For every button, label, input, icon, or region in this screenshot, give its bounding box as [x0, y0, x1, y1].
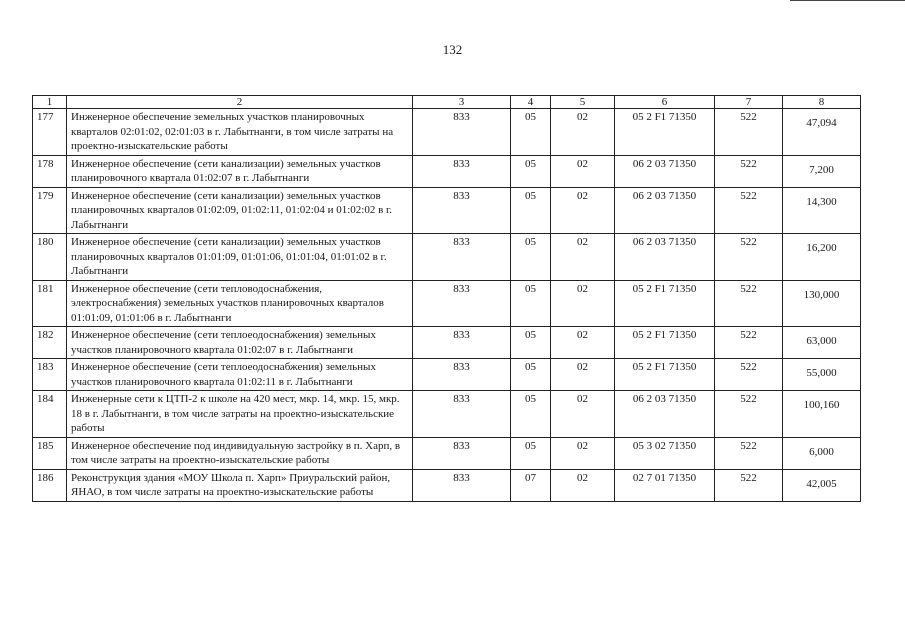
expense-type-cell: 522: [715, 327, 783, 359]
expense-type-cell: 522: [715, 280, 783, 327]
row-number-cell: 183: [33, 359, 67, 391]
section-cell: 05: [511, 234, 551, 281]
table-row: [33, 155, 861, 187]
column-header: 2: [67, 96, 413, 109]
item-name-cell: Инженерное обеспечение (сети канализации) земельных участков планировочных кварталов 01:02:09, 01:02:11, 01:02:04 и 01:02:02 в г. Лабытнанги: [67, 187, 413, 234]
row-number-cell: 179: [33, 187, 67, 234]
row-number-cell: 181: [33, 280, 67, 327]
section-cell: 05: [511, 109, 551, 156]
target-article-cell: 06 2 03 71350: [615, 234, 715, 281]
row-number-cell: 180: [33, 234, 67, 281]
column-header: 7: [715, 96, 783, 109]
target-article-cell: 05 2 F1 71350: [615, 109, 715, 156]
section-cell: 05: [511, 187, 551, 234]
subsection-cell: 02: [551, 327, 615, 359]
row-number-cell: 182: [33, 327, 67, 359]
column-header: 8: [783, 96, 861, 109]
subsection-cell: 02: [551, 280, 615, 327]
target-article-cell: 06 2 03 71350: [615, 187, 715, 234]
expense-type-cell: 522: [715, 234, 783, 281]
subsection-cell: 02: [551, 359, 615, 391]
row-number-cell: 177: [33, 109, 67, 156]
scan-edge-line: [790, 0, 905, 1]
target-article-cell: 05 2 F1 71350: [615, 359, 715, 391]
code-cell: 833: [413, 437, 511, 469]
target-article-cell: 05 3 02 71350: [615, 437, 715, 469]
column-header: 4: [511, 96, 551, 109]
target-article-cell: 02 7 01 71350: [615, 469, 715, 501]
expense-type-cell: 522: [715, 187, 783, 234]
subsection-cell: 02: [551, 234, 615, 281]
item-name-cell: Инженерное обеспечение (сети тепловодоснабжения, электроснабжения) земельных участков планировочных кварталов 01:01:09, 01:01:06 в г. Лабытнанги: [67, 280, 413, 327]
section-cell: 05: [511, 391, 551, 438]
amount-cell: 6,000: [783, 437, 861, 469]
code-cell: 833: [413, 359, 511, 391]
expense-type-cell: 522: [715, 391, 783, 438]
amount-cell: 7,200: [783, 155, 861, 187]
table-row: [33, 469, 861, 501]
amount-cell: 14,300: [783, 187, 861, 234]
subsection-cell: 02: [551, 155, 615, 187]
amount-cell: 130,000: [783, 280, 861, 327]
expense-type-cell: 522: [715, 155, 783, 187]
table-row: [33, 437, 861, 469]
subsection-cell: 02: [551, 469, 615, 501]
code-cell: 833: [413, 234, 511, 281]
item-name-cell: Инженерное обеспечение земельных участков планировочных кварталов 02:01:02, 02:01:03 в г. Лабытнанги, в том числе затраты на проектно-изыскательские работы: [67, 109, 413, 156]
amount-cell: 63,000: [783, 327, 861, 359]
table-row: [33, 234, 861, 281]
column-header: 5: [551, 96, 615, 109]
target-article-cell: 05 2 F1 71350: [615, 327, 715, 359]
budget-table-container: [32, 95, 860, 502]
row-number-cell: 178: [33, 155, 67, 187]
code-cell: 833: [413, 280, 511, 327]
amount-cell: 55,000: [783, 359, 861, 391]
column-header: 1: [33, 96, 67, 109]
amount-cell: 47,094: [783, 109, 861, 156]
item-name-cell: Инженерное обеспечение (сети теплоеодоснабжения) земельных участков планировочного квартала 01:02:11 в г. Лабытнанги: [67, 359, 413, 391]
table-row: [33, 187, 861, 234]
subsection-cell: 02: [551, 391, 615, 438]
table-header-row: [33, 96, 861, 109]
item-name-cell: Инженерное обеспечение (сети теплоеодоснабжения) земельных участков планировочного квартала 01:02:07 в г. Лабытнанги: [67, 327, 413, 359]
row-number-cell: 185: [33, 437, 67, 469]
section-cell: 05: [511, 280, 551, 327]
amount-cell: 42,005: [783, 469, 861, 501]
table-row: [33, 280, 861, 327]
code-cell: 833: [413, 327, 511, 359]
code-cell: 833: [413, 155, 511, 187]
code-cell: 833: [413, 187, 511, 234]
item-name-cell: Реконструкция здания «МОУ Школа п. Харп» Приуральский район, ЯНАО, в том числе затраты на проектно-изыскательские работы: [67, 469, 413, 501]
code-cell: 833: [413, 109, 511, 156]
section-cell: 05: [511, 437, 551, 469]
item-name-cell: Инженерное обеспечение (сети канализации) земельных участков планировочных кварталов 01:01:09, 01:01:06, 01:01:04, 01:01:02 в г. Лабытнанги: [67, 234, 413, 281]
expense-type-cell: 522: [715, 109, 783, 156]
table-row: [33, 327, 861, 359]
code-cell: 833: [413, 469, 511, 501]
code-cell: 833: [413, 391, 511, 438]
item-name-cell: Инженерное обеспечение (сети канализации) земельных участков планировочного квартала 01:02:07 в г. Лабытнанги: [67, 155, 413, 187]
column-header: 6: [615, 96, 715, 109]
subsection-cell: 02: [551, 109, 615, 156]
row-number-cell: 186: [33, 469, 67, 501]
amount-cell: 100,160: [783, 391, 861, 438]
section-cell: 07: [511, 469, 551, 501]
subsection-cell: 02: [551, 437, 615, 469]
target-article-cell: 05 2 F1 71350: [615, 280, 715, 327]
column-header: 3: [413, 96, 511, 109]
subsection-cell: 02: [551, 187, 615, 234]
budget-table: [32, 95, 861, 502]
section-cell: 05: [511, 359, 551, 391]
amount-cell: 16,200: [783, 234, 861, 281]
expense-type-cell: 522: [715, 437, 783, 469]
section-cell: 05: [511, 327, 551, 359]
section-cell: 05: [511, 155, 551, 187]
expense-type-cell: 522: [715, 469, 783, 501]
expense-type-cell: 522: [715, 359, 783, 391]
page-number: 132: [442, 42, 463, 57]
table-row: [33, 391, 861, 438]
item-name-cell: Инженерное обеспечение под индивидуальную застройку в п. Харп, в том числе затраты на проектно-изыскательские работы: [67, 437, 413, 469]
target-article-cell: 06 2 03 71350: [615, 391, 715, 438]
table-body: [33, 109, 861, 502]
item-name-cell: Инженерные сети к ЦТП-2 к школе на 420 мест, мкр. 14, мкр. 15, мкр. 18 в г. Лабытнанги, в том числе затраты на проектно-изыскательские работы: [67, 391, 413, 438]
row-number-cell: 184: [33, 391, 67, 438]
table-row: [33, 359, 861, 391]
target-article-cell: 06 2 03 71350: [615, 155, 715, 187]
table-row: [33, 109, 861, 156]
